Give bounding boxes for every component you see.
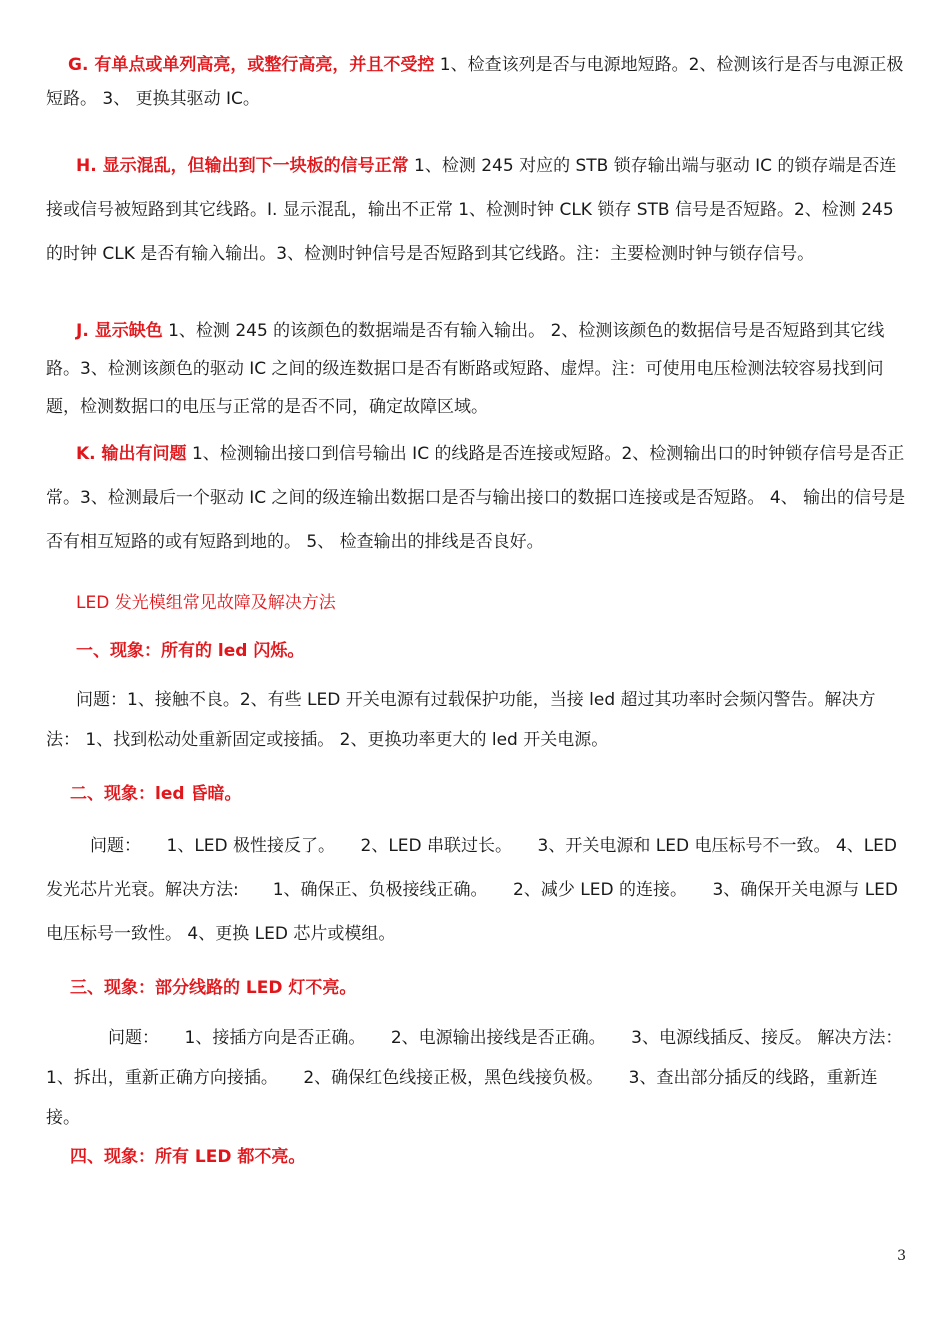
section-k <box>46 432 906 564</box>
section-k-heading: K. 输出有问题 <box>76 444 187 464</box>
page-number: 3 <box>897 1248 906 1264</box>
section-j <box>46 312 906 426</box>
phenomenon-one-heading: 一、现象：所有的 led 闪烁。 <box>76 641 305 661</box>
section-h <box>46 144 906 276</box>
section-g <box>46 48 906 116</box>
phenomenon-one-text: 问题：1、接触不良。2、有些 LED 开关电源有过载保护功能，当接 led 超过其功率时会频闪警告。解决方法： 1、找到松动处重新固定或接插。 2、更换功率更大的 led 开关电源。 <box>46 690 876 750</box>
section-j-heading: J. 显示缺色 <box>76 321 163 341</box>
phenomenon-three-heading: 三、现象：部分线路的 LED 灯不亮。 <box>70 978 357 998</box>
phenomenon-four-heading: 四、现象：所有 LED 都不亮。 <box>70 1147 306 1167</box>
section-h-heading: H. 显示混乱，但输出到下一块板的信号正常 <box>76 156 409 176</box>
section-j-text: 1、检测 245 的该颜色的数据端是否有输入输出。 2、检测该颜色的数据信号是否短路到其它线路。3、检测该颜色的驱动 IC 之间的级连数据口是否有断路或短路、虚焊。注：可使用电压检测法较容易找到问题，检测数据口的电压与正常的是否不同，确定故障区域。 <box>46 321 885 417</box>
phenomenon-two-text: 问题： 1、LED 极性接反了。 2、LED 串联过长。 3、开关电源和 LED 电压标号不一致。 4、LED 发光芯片光衰。解决方法: 1、确保正、负极接线正确。 2、减少 LED 的连接。 3、确保开关电源与 LED 电压标号一致性。 4、更换 LED 芯片或模组。 <box>46 836 898 944</box>
phenomenon-two-heading: 二、现象：led 昏暗。 <box>70 784 242 804</box>
section-g-text: 1、检查该列是否与电源地短路。2、检测该行是否与电源正极短路。 3、 更换其驱动 IC。 <box>46 55 904 109</box>
article-subtitle: LED 发光模组常见故障及解决方法 <box>76 593 336 613</box>
section-h-text: 1、检测 245 对应的 STB 锁存输出端与驱动 IC 的锁存端是否连接或信号被短路到其它线路。I. 显示混乱，输出不正常 1、检测时钟 CLK 锁存 STB 信号是否短路。2、检测 245 的时钟 CLK 是否有输入输出。3、检测时钟信号是否短路到其它线路。注：主要检测时钟与锁存信号。 <box>46 156 897 264</box>
section-g-heading: G. 有单点或单列高亮，或整行高亮，并且不受控 <box>68 55 435 75</box>
section-k-text: 1、检测输出接口到信号输出 IC 的线路是否连接或短路。2、检测输出口的时钟锁存信号是否正常。3、检测最后一个驱动 IC 之间的级连输出数据口是否与输出接口的数据口连接或是否短路。 4、 输出的信号是否有相互短路的或有短路到地的。 5、 检查输出的排线是否良好。 <box>46 444 906 552</box>
phenomenon-three-text: 问题： 1、接插方向是否正确。 2、电源输出接线是否正确。 3、电源线插反、接反。 解决方法： 1、拆出，重新正确方向接插。 2、确保红色线接正极，黑色线接负极。 3、查出部分插反的线路，重新连接。 <box>46 1028 928 1128</box>
